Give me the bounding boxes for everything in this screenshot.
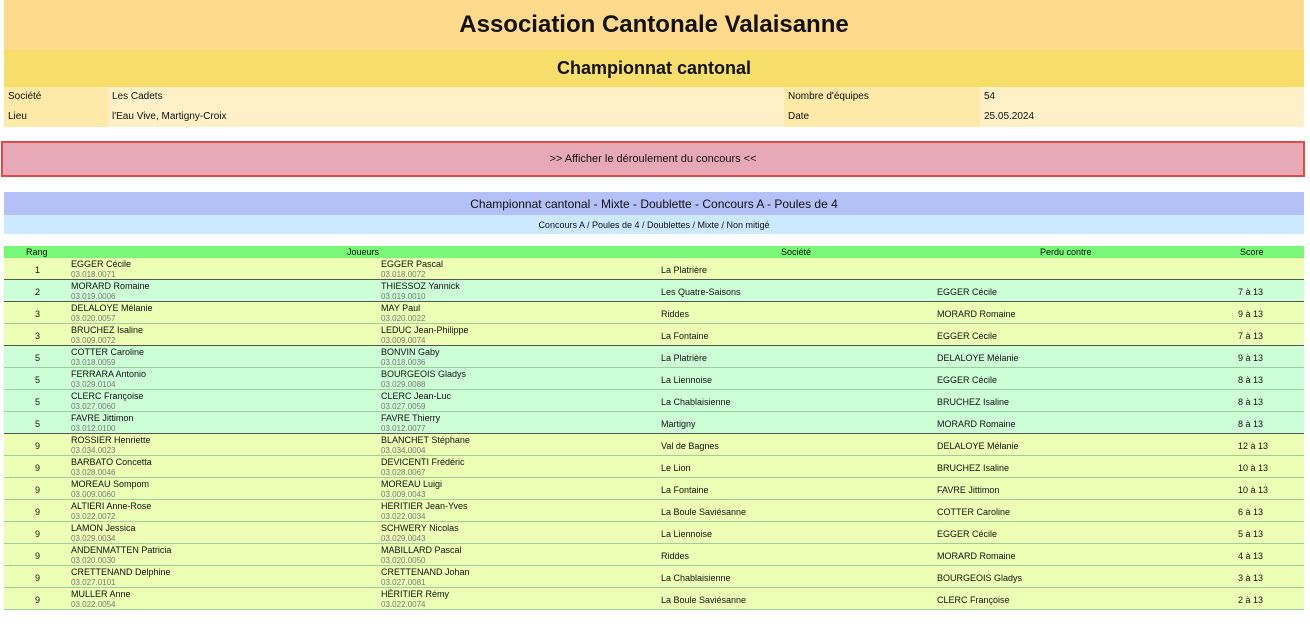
societe: La Fontaine	[661, 331, 709, 341]
player2-name: SCHWERY Nicolas	[381, 523, 459, 533]
societe: La Chablaisienne	[661, 573, 731, 583]
societe: Val de Bagnes	[661, 441, 719, 451]
societe: Riddes	[661, 551, 690, 561]
player1-name: DELALOYE Mélanie	[71, 303, 153, 313]
player2-name: CRETTENAND Johan	[381, 567, 470, 577]
rank: 9	[35, 463, 41, 473]
player1-name: CLERC Françoise	[71, 391, 144, 401]
table-row	[4, 346, 1304, 368]
player2-name: THIESSOZ Yannick	[381, 281, 460, 291]
score: 7 à 13	[1238, 331, 1264, 341]
lieu-value: l'Eau Vive, Martigny-Croix	[108, 107, 784, 127]
player2-licence: 03.028.0067	[381, 468, 426, 477]
table-row	[4, 258, 1304, 280]
score: 9 à 13	[1238, 353, 1264, 363]
rank: 9	[35, 507, 41, 517]
lost-against: MORARD Romaine	[937, 419, 1016, 429]
player2-name: LEDUC Jean-Philippe	[381, 325, 469, 335]
rank: 9	[35, 441, 41, 451]
rank: 9	[35, 485, 41, 495]
lost-against: BRUCHEZ Isaline	[937, 397, 1010, 407]
score: 8 à 13	[1238, 375, 1264, 385]
score: 10 à 13	[1238, 485, 1269, 495]
player1-licence: 03.018.0071	[71, 270, 116, 279]
show-progress-toggle[interactable]: >> Afficher le déroulement du concours <<	[1, 141, 1305, 177]
rank: 9	[35, 595, 41, 605]
player1-name: FAVRE Jittimon	[71, 413, 134, 423]
player2-licence: 03.019.0010	[381, 292, 426, 301]
player1-name: FERRARA Antonio	[71, 369, 147, 379]
rank: 9	[35, 551, 41, 561]
player1-name: MOREAU Sompom	[71, 479, 150, 489]
player1-name: MORARD Romaine	[71, 281, 150, 291]
score: 12 à 13	[1238, 441, 1269, 451]
player1-name: MULLER Anne	[71, 589, 131, 599]
lost-against: FAVRE Jittimon	[937, 485, 1000, 495]
player1-name: BARBATO Concetta	[71, 457, 152, 467]
competition-title: Championnat cantonal - Mixte - Doublette - Concours A - Poules de 4	[4, 192, 1304, 215]
rank: 3	[35, 309, 41, 319]
societe: Riddes	[661, 309, 690, 319]
player1-licence: 03.020.0057	[71, 314, 116, 323]
nb-equipes-label: Nombre d'équipes	[784, 87, 980, 107]
table-row	[4, 302, 1304, 324]
player1-name: ALTIERI Anne-Rose	[71, 501, 152, 511]
societe: La Liennoise	[661, 375, 713, 385]
player2-licence: 03.009.0074	[381, 336, 426, 345]
player2-licence: 03.020.0022	[381, 314, 426, 323]
player2-licence: 03.020.0050	[381, 556, 426, 565]
score: 9 à 13	[1238, 309, 1264, 319]
player2-name: EGGER Pascal	[381, 259, 444, 269]
table-row	[4, 368, 1304, 390]
championship-title: Championnat cantonal	[4, 50, 1304, 87]
player2-licence: 03.012.0077	[381, 424, 426, 433]
table-row	[4, 566, 1304, 588]
societe: Les Quatre-Saisons	[661, 287, 741, 297]
rank: 9	[35, 529, 41, 539]
player1-licence: 03.029.0104	[71, 380, 116, 389]
player2-licence: 03.027.0081	[381, 578, 426, 587]
lost-against: COTTER Caroline	[937, 507, 1011, 517]
player2-licence: 03.009.0043	[381, 490, 426, 499]
competition-subtitle: Concours A / Poules de 4 / Doublettes / Mixte / Non mitigé	[4, 215, 1304, 234]
table-row	[4, 588, 1304, 610]
player2-licence: 03.029.0043	[381, 534, 426, 543]
player1-licence: 03.009.0060	[71, 490, 116, 499]
table-row	[4, 478, 1304, 500]
association-title: Association Cantonale Valaisanne	[4, 0, 1304, 50]
results-table-body	[4, 258, 1304, 610]
player2-licence: 03.022.0034	[381, 512, 426, 521]
player1-name: BRUCHEZ Isaline	[71, 325, 144, 335]
lost-against: EGGER Cécile	[937, 331, 998, 341]
player1-name: EGGER Cécile	[71, 259, 132, 269]
player1-licence: 03.019.0006	[71, 292, 116, 301]
score: 10 à 13	[1238, 463, 1269, 473]
societe: Martigny	[661, 419, 696, 429]
info-row-lieu	[4, 107, 1304, 127]
header-joueurs: Joueurs	[347, 247, 380, 257]
player2-name: BLANCHET Stéphane	[381, 435, 470, 445]
societe-label: Société	[4, 87, 108, 107]
player1-licence: 03.012.0100	[71, 424, 116, 433]
table-row	[4, 280, 1304, 302]
lost-against: EGGER Cécile	[937, 375, 998, 385]
table-row	[4, 500, 1304, 522]
player2-name: BONVIN Gaby	[381, 347, 440, 357]
score: 2 à 13	[1238, 595, 1264, 605]
player1-name: CRETTENAND Delphine	[71, 567, 171, 577]
player2-licence: 03.034.0004	[381, 446, 426, 455]
lost-against: EGGER Cécile	[937, 287, 998, 297]
nb-equipes-value: 54	[980, 87, 1304, 107]
rank: 9	[35, 573, 41, 583]
score: 4 à 13	[1238, 551, 1264, 561]
player2-name: DEVICENTI Frédéric	[381, 457, 465, 467]
player2-name: MABILLARD Pascal	[381, 545, 462, 555]
player2-name: MAY Paul	[381, 303, 421, 313]
societe-value: Les Cadets	[108, 87, 784, 107]
societe: La Boule Saviésanne	[661, 595, 747, 605]
table-row	[4, 412, 1304, 434]
player1-licence: 03.018.0059	[71, 358, 116, 367]
player2-licence: 03.018.0072	[381, 270, 426, 279]
player2-name: MOREAU Luigi	[381, 479, 443, 489]
lost-against: MORARD Romaine	[937, 309, 1016, 319]
player2-licence: 03.029.0088	[381, 380, 426, 389]
score: 8 à 13	[1238, 419, 1264, 429]
score: 6 à 13	[1238, 507, 1264, 517]
info-row-societe	[4, 87, 1304, 107]
societe: La Platrière	[661, 353, 708, 363]
player2-name: FAVRE Thierry	[381, 413, 441, 423]
player1-licence: 03.009.0072	[71, 336, 116, 345]
rank: 5	[35, 397, 41, 407]
lost-against: CLERC Françoise	[937, 595, 1010, 605]
societe: La Boule Saviésanne	[661, 507, 747, 517]
score: 7 à 13	[1238, 287, 1264, 297]
player1-licence: 03.022.0072	[71, 512, 116, 521]
header-rang: Rang	[26, 247, 48, 257]
lost-against: DELALOYE Mélanie	[937, 441, 1019, 451]
player2-licence: 03.022.0074	[381, 600, 426, 609]
rank: 5	[35, 419, 41, 429]
table-row	[4, 456, 1304, 478]
table-row	[4, 544, 1304, 566]
player2-name: CLERC Jean-Luc	[381, 391, 452, 401]
societe: Le Lion	[661, 463, 691, 473]
player1-name: ANDENMATTEN Patricia	[71, 545, 172, 555]
table-row	[4, 434, 1304, 456]
societe: La Liennoise	[661, 529, 713, 539]
score: 8 à 13	[1238, 397, 1264, 407]
score: 5 à 13	[1238, 529, 1264, 539]
player1-licence: 03.027.0101	[71, 578, 116, 587]
rank: 1	[35, 265, 41, 275]
player1-licence: 03.020.0030	[71, 556, 116, 565]
lost-against: DELALOYE Mélanie	[937, 353, 1019, 363]
lost-against: MORARD Romaine	[937, 551, 1016, 561]
societe: La Fontaine	[661, 485, 709, 495]
player1-name: LAMON Jessica	[71, 523, 136, 533]
score: 3 à 13	[1238, 573, 1264, 583]
header-societe: Société	[781, 247, 812, 257]
societe: La Chablaisienne	[661, 397, 731, 407]
lost-against: BRUCHEZ Isaline	[937, 463, 1010, 473]
table-row	[4, 324, 1304, 346]
player2-name: BOURGEOIS Gladys	[381, 369, 467, 379]
player2-name: HÉRITIER Rémy	[381, 589, 450, 599]
player2-licence: 03.027.0059	[381, 402, 426, 411]
header-perdu-contre: Perdu contre	[1040, 247, 1092, 257]
player1-licence: 03.022.0054	[71, 600, 116, 609]
player1-licence: 03.034.0023	[71, 446, 116, 455]
lieu-label: Lieu	[4, 107, 108, 127]
lost-against: EGGER Cécile	[937, 529, 998, 539]
societe: La Platrière	[661, 265, 708, 275]
player2-name: HERITIER Jean-Yves	[381, 501, 468, 511]
results-table-header	[4, 246, 1304, 258]
player1-name: COTTER Caroline	[71, 347, 145, 357]
date-label: Date	[784, 107, 980, 127]
player2-licence: 03.018.0036	[381, 358, 426, 367]
date-value: 25.05.2024	[980, 107, 1304, 127]
rank: 2	[35, 287, 41, 297]
lost-against: BOURGEOIS Gladys	[937, 573, 1023, 583]
player1-licence: 03.028.0046	[71, 468, 116, 477]
rank: 3	[35, 331, 41, 341]
player1-name: ROSSIER Henriette	[71, 435, 151, 445]
header-score: Score	[1240, 247, 1264, 257]
player1-licence: 03.029.0034	[71, 534, 116, 543]
table-row	[4, 390, 1304, 412]
rank: 5	[35, 375, 41, 385]
player1-licence: 03.027.0060	[71, 402, 116, 411]
rank: 5	[35, 353, 41, 363]
table-row	[4, 522, 1304, 544]
